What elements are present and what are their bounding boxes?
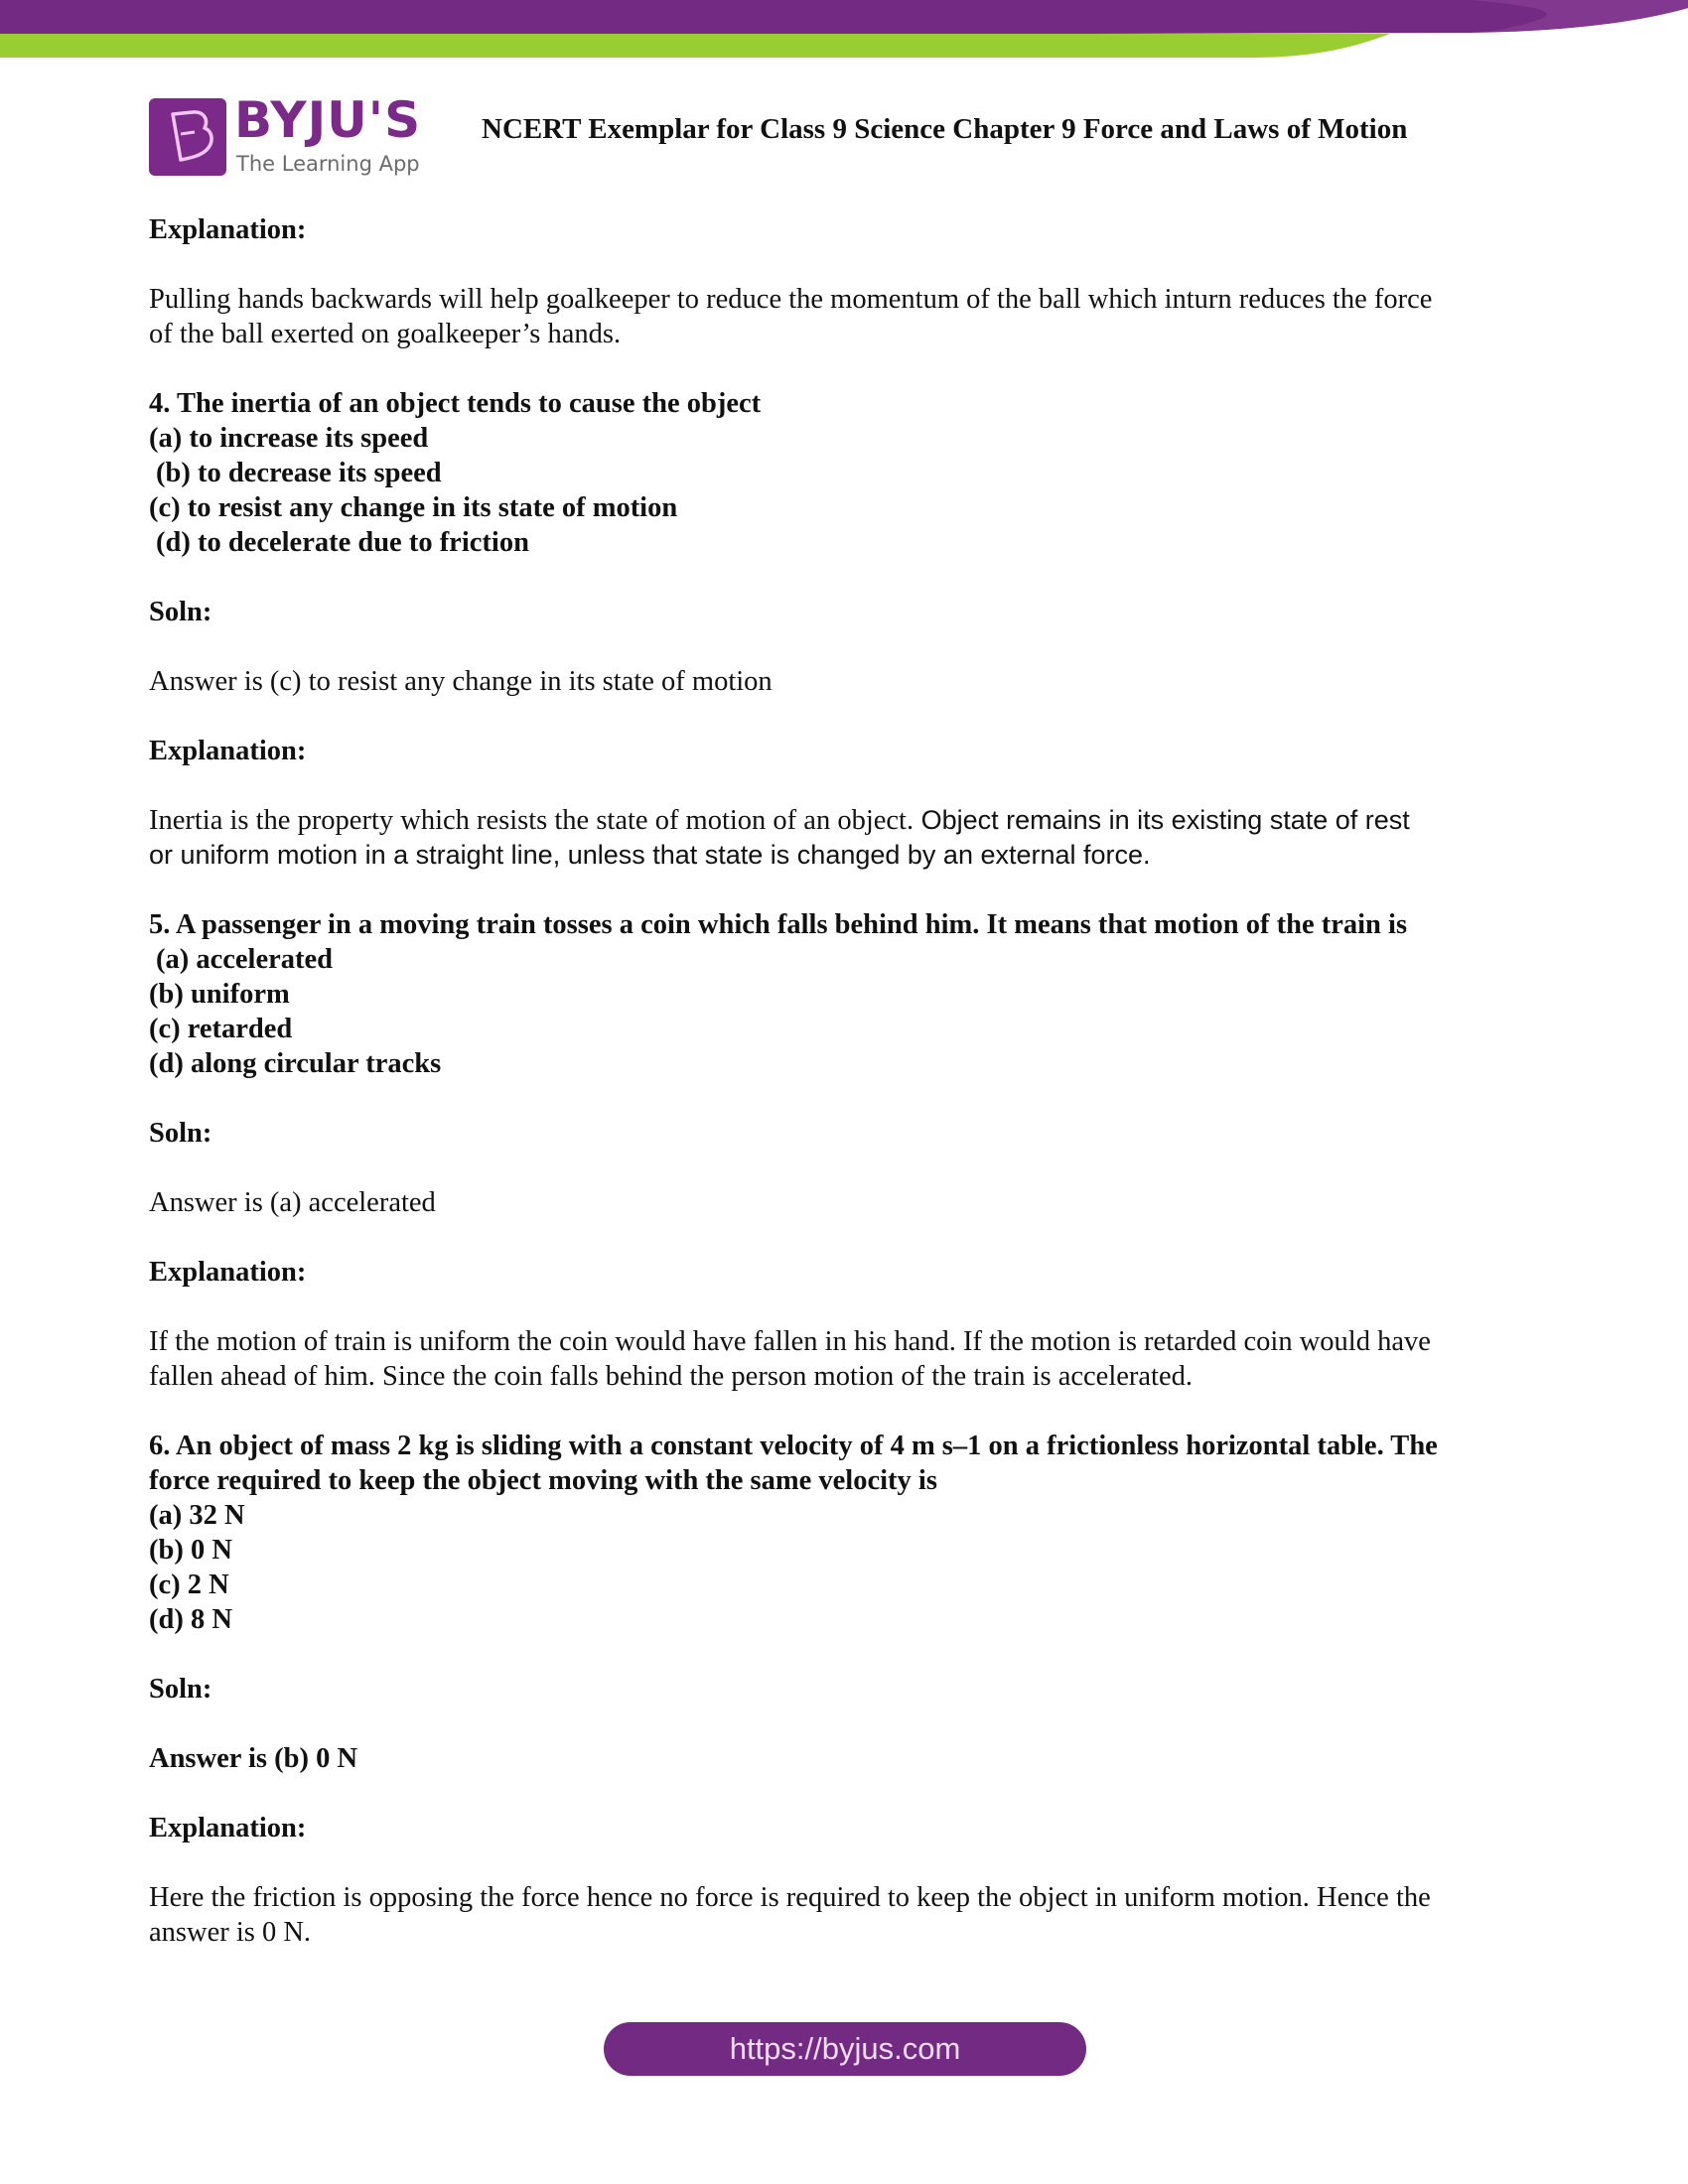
question-6: 6. An object of mass 2 kg is sliding with a constant velocity of 4 m s–1 on a frictionless horizontal table. The (149, 1431, 1438, 1461)
footer-url-link[interactable]: https://byjus.com (604, 2022, 1086, 2076)
explanation-text-sans: Object remains in its existing state of rest (914, 805, 1410, 835)
document-body (149, 212, 1539, 1950)
explanation-text (149, 803, 1539, 838)
explanation-text: of the ball exerted on goalkeeper’s hands. (149, 319, 622, 349)
explanation-text: Here the friction is opposing the force hence no force is required to keep the object in uniform motion. Hence the (149, 1882, 1431, 1913)
question-5: 5. A passenger in a moving train tosses a coin which falls behind him. It means that motion of the train is (149, 909, 1408, 940)
option-c: (c) to resist any change in its state of motion (149, 492, 678, 523)
brand-tagline: The Learning App (236, 152, 420, 176)
explanation-text: fallen ahead of him. Since the coin falls behind the person motion of the train is accelerated. (149, 1361, 1193, 1392)
brand-name: BYJU'S (234, 91, 422, 149)
explanation-text: or uniform motion in a straight line, unless that state is changed by an external force. (149, 840, 1151, 870)
soln-label: Soln: (149, 1118, 212, 1149)
banner-purple-wave (0, 0, 1688, 34)
question-6-cont: force required to keep the object moving with the same velocity is (149, 1465, 937, 1496)
option-d: (d) along circular tracks (149, 1048, 442, 1079)
answer-text: Answer is (b) 0 N (149, 1743, 358, 1774)
header-banner (0, 0, 1688, 69)
explanation-label: Explanation: (149, 1813, 307, 1843)
explanation-label: Explanation: (149, 1257, 307, 1288)
explanation-text: answer is 0 N. (149, 1917, 312, 1948)
option-d: (d) to decelerate due to friction (156, 527, 529, 558)
option-b: (b) uniform (149, 979, 290, 1010)
option-a: (a) accelerated (156, 944, 334, 975)
explanation-text: Pulling hands backwards will help goalkeeper to reduce the momentum of the ball which inturn reduces the force (149, 284, 1433, 315)
explanation-label: Explanation: (149, 736, 307, 766)
option-a: (a) 32 N (149, 1500, 245, 1531)
soln-label: Soln: (149, 1674, 212, 1705)
option-c: (c) retarded (149, 1014, 293, 1044)
document-title: NCERT Exemplar for Class 9 Science Chapter 9 Force and Laws of Motion (482, 113, 1408, 145)
option-d: (d) 8 N (149, 1604, 232, 1635)
logo-b-icon (149, 98, 226, 176)
answer-text: Answer is (a) accelerated (149, 1187, 436, 1218)
option-c: (c) 2 N (149, 1570, 229, 1600)
explanation-label: Explanation: (149, 214, 307, 245)
byjus-logo (149, 91, 432, 182)
answer-text: Answer is (c) to resist any change in its state of motion (149, 666, 773, 697)
question-4: 4. The inertia of an object tends to cause the object (149, 388, 762, 419)
option-b: (b) to decrease its speed (156, 458, 442, 488)
soln-label: Soln: (149, 597, 212, 627)
option-b: (b) 0 N (149, 1535, 232, 1566)
banner-green-wave (0, 34, 1390, 58)
option-a: (a) to increase its speed (149, 423, 429, 454)
explanation-text: If the motion of train is uniform the coin would have fallen in his hand. If the motion is retarded coin would have (149, 1326, 1431, 1357)
explanation-text-serif: Inertia is the property which resists the state of motion of an object. (149, 805, 914, 836)
